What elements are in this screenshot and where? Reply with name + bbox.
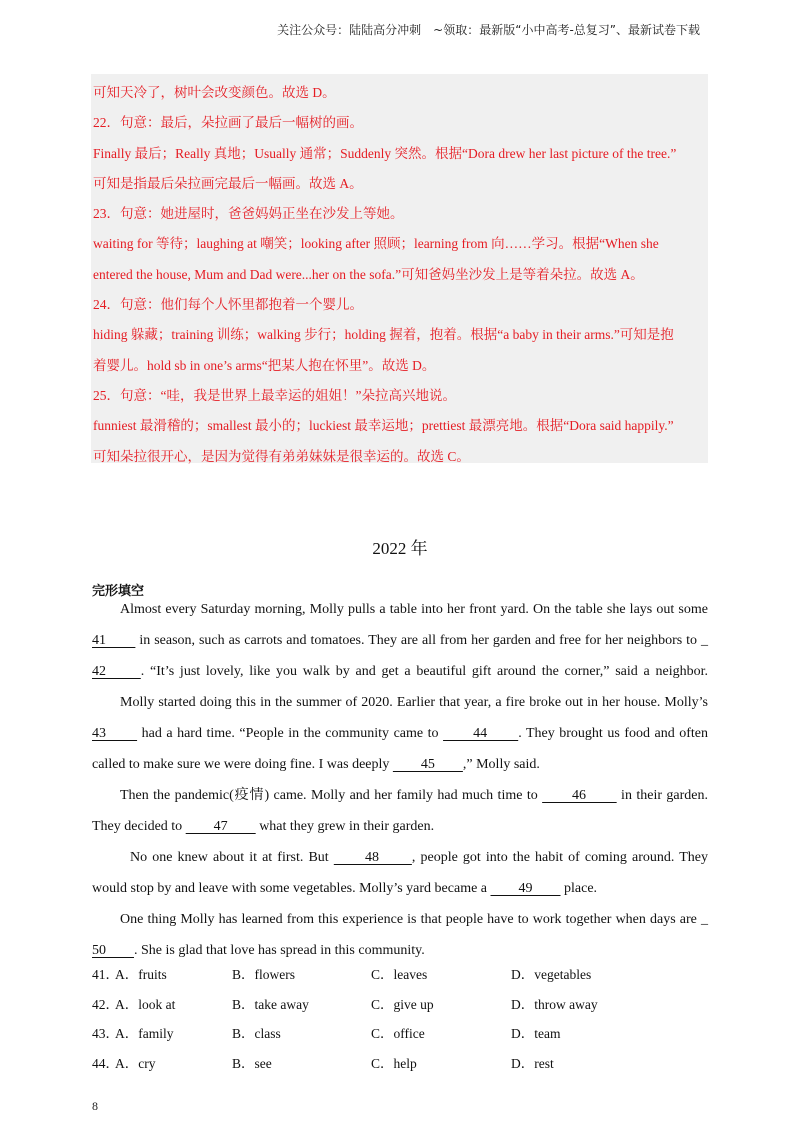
option-d: D．rest	[511, 1056, 554, 1072]
option-a: A．fruits	[115, 967, 167, 982]
passage-text: They decided to	[92, 819, 186, 834]
passage-text: would stop by and leave with some vegetables. Molly’s yard became a	[92, 881, 491, 896]
passage-text: called to make sure we were doing fine. I was deeply	[92, 757, 393, 772]
option-row	[92, 1049, 708, 1079]
passage-line	[92, 904, 708, 935]
header-note: 关注公众号：陆陆高分冲刺 ~领取：最新版“小中高考-总复习”、最新试卷下载	[277, 23, 700, 37]
page-number: 8	[92, 1099, 98, 1113]
answer-line: waiting for 等待；laughing at 嘲笑；looking after 照顾；learning from 向……学习。根据“When she	[93, 236, 659, 252]
option-a: A．family	[115, 1026, 174, 1042]
passage-line	[92, 749, 708, 780]
passage-text: , people got into the habit of coming around. They	[411, 850, 708, 865]
answer-line: 23．句意：她进屋时，爸爸妈妈正坐在沙发上等她。	[93, 206, 404, 222]
passage-text: ,” Molly said.	[462, 757, 540, 772]
answer-line: hiding 躲藏；training 训练；walking 步行；holding 握着，抱着。根据“a baby in their arms.”可知是抱	[93, 327, 674, 343]
passage-text: . “It’s just lovely, like you walk by and get a beautiful gift around the corner,” said a neighbor.	[140, 664, 709, 679]
passage-line	[92, 687, 708, 718]
passage-line	[92, 780, 708, 811]
answer-line: 可知是指最后朵拉画完最后一幅画。故选 A。	[93, 175, 363, 191]
answer-explanations	[91, 74, 708, 463]
passage-line	[92, 625, 708, 656]
year-title: 2022 年	[372, 539, 428, 558]
option-c: C．office	[371, 1026, 425, 1042]
answer-line: 可知朵拉很开心，是因为觉得有弟弟妹妹是很幸运的。故选 C。	[93, 448, 470, 464]
option-c: C．give up	[371, 996, 434, 1012]
option-row	[92, 1019, 708, 1049]
answer-line: funniest 最滑稽的；smallest 最小的；luckiest 最幸运地；prettiest 最漂亮地。根据“Dora said happily.”	[93, 418, 674, 434]
option-a: A．look at	[115, 996, 176, 1012]
passage-text: place.	[560, 881, 598, 896]
blank-47: 47	[185, 819, 256, 834]
blank-49: 49	[490, 881, 561, 896]
option-d: D．team	[511, 1026, 561, 1042]
answer-options	[92, 960, 708, 1079]
passage-text: in their garden.	[616, 788, 708, 803]
answer-line: entered the house, Mum and Dad were...her on the sofa.”可知爸妈坐沙发上是等着朵拉。故选 A。	[93, 266, 644, 282]
answer-line: 24．句意：他们每个人怀里都抱着一个婴儿。	[93, 297, 363, 313]
passage-text: . She is glad that love has spread in this community.	[134, 943, 425, 958]
passage-text: _	[701, 633, 709, 648]
passage-text: No one knew about it at first. But	[130, 850, 334, 865]
passage-text: in season, such as carrots and tomatoes. They are all from her garden and free for her neighbors to	[135, 633, 702, 648]
passage-text: Then the pandemic(疫情) came. Molly and her family had much time to	[120, 788, 543, 803]
answer-line: 22．句意：最后，朵拉画了最后一幅树的画。	[93, 115, 363, 131]
answer-line: Finally 最后；Really 真地；Usually 通常；Suddenly 突然。根据“Dora drew her last picture of the tree.”	[93, 145, 677, 161]
passage-line	[92, 594, 708, 625]
passage-text: what they grew in their garden.	[255, 819, 435, 834]
answer-line: 着婴儿。hold sb in one’s arms“把某人抱在怀里”。故选 D。	[93, 357, 436, 373]
blank-46: 46	[542, 788, 617, 803]
option-row	[92, 960, 708, 990]
blank-42: 42	[92, 664, 141, 679]
passage-text: Almost every Saturday morning, Molly pulls a table into her front yard. On the table she lays out some	[120, 602, 708, 617]
answer-line: 25．句意：“哇，我是世界上最幸运的姐姐！”朵拉高兴地说。	[93, 387, 456, 403]
section-title: 完形填空	[92, 584, 145, 599]
question-number: 41．	[92, 967, 119, 982]
blank-44: 44	[443, 726, 519, 741]
option-c: C．leaves	[371, 967, 428, 982]
passage-text: _	[701, 912, 708, 927]
blank-48: 48	[333, 850, 412, 865]
cloze-passage	[92, 594, 708, 966]
passage-line	[92, 842, 708, 873]
question-number: 42．	[92, 996, 119, 1012]
blank-43: 43	[92, 726, 138, 741]
option-b: B．see	[232, 1056, 272, 1072]
option-c: C．help	[371, 1056, 417, 1072]
question-number: 44．	[92, 1056, 119, 1072]
passage-line	[92, 811, 708, 842]
passage-line	[92, 718, 708, 749]
option-row	[92, 990, 708, 1020]
option-d: D．vegetables	[511, 967, 592, 982]
blank-45: 45	[392, 757, 463, 772]
blank-50: 50	[92, 943, 134, 958]
passage-line	[92, 873, 708, 904]
question-number: 43．	[92, 1026, 119, 1042]
answer-line: 可知天冷了，树叶会改变颜色。故选 D。	[93, 85, 336, 100]
option-b: B．flowers	[232, 967, 295, 982]
option-b: B．take away	[232, 996, 309, 1012]
passage-line	[92, 656, 708, 687]
option-a: A．cry	[115, 1056, 156, 1072]
passage-text: One thing Molly has learned from this experience is that people have to work together when days are	[120, 912, 701, 927]
option-d: D．throw away	[511, 996, 598, 1012]
passage-text: . They brought us food and often	[518, 726, 709, 741]
passage-text: had a hard time. “People in the community came to	[137, 726, 444, 741]
blank-41: 41	[92, 633, 136, 648]
passage-text: Molly started doing this in the summer of 2020. Earlier that year, a fire broke out in her house. Molly’s	[120, 695, 708, 710]
option-b: B．class	[232, 1026, 281, 1042]
